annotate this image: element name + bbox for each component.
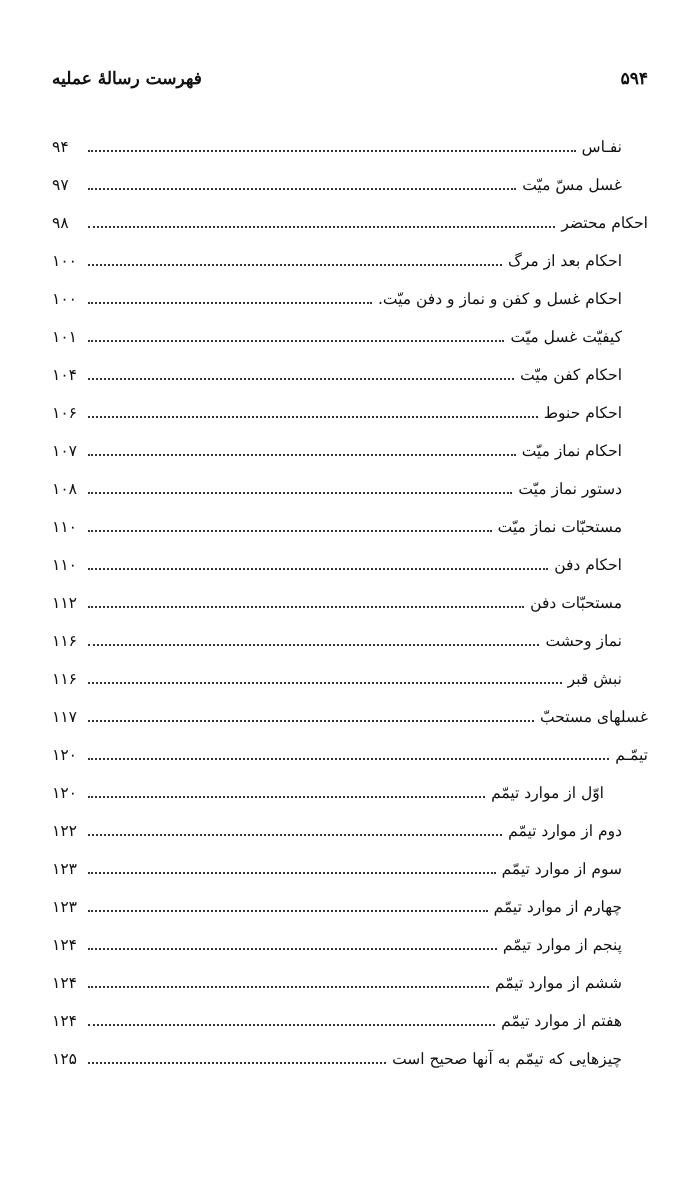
header-title: فهرست رسالهٔ عملیه	[52, 69, 202, 89]
toc-entry-page: ۱۱۶	[52, 632, 77, 650]
dot-leader	[88, 302, 372, 304]
toc-entry	[52, 166, 648, 204]
dot-leader	[88, 1024, 495, 1026]
page-number: ۵۹۴	[620, 69, 648, 89]
toc-entry-label: احکام غسل و کفن و نماز و دفن میّت.	[377, 290, 622, 308]
toc-entry-page: ۱۲۰	[52, 784, 77, 802]
toc-entry	[52, 280, 648, 318]
toc-entry	[52, 888, 648, 926]
toc-entry-label: نفـاس	[581, 138, 622, 156]
toc-entry	[52, 1002, 648, 1040]
toc-entry-label: تیمّـم	[615, 746, 648, 764]
toc-entry-label: مستحبّات دفن	[530, 594, 622, 612]
toc-entry	[52, 128, 648, 166]
toc-entry	[52, 660, 648, 698]
toc-entry	[52, 356, 648, 394]
toc-entry	[52, 204, 648, 242]
dot-leader	[88, 948, 497, 950]
toc-entry-page: ۱۰۷	[52, 442, 77, 460]
toc-entry-label: دستور نماز میّت	[518, 480, 622, 498]
dot-leader	[88, 910, 488, 912]
dot-leader	[88, 150, 576, 152]
toc-entry-label: نبش قبر	[567, 670, 622, 688]
dot-leader	[88, 834, 502, 836]
dot-leader	[88, 796, 485, 798]
toc-entry	[52, 736, 648, 774]
toc-entry-label: احکام دفن	[554, 556, 622, 574]
toc-entry-label: ششم از موارد تیمّم	[495, 974, 622, 992]
toc-entry-page: ۱۱۰	[52, 518, 77, 536]
toc-entry	[52, 394, 648, 432]
toc-entry	[52, 432, 648, 470]
dot-leader	[88, 606, 524, 608]
toc-entry-page: ۱۰۸	[52, 480, 77, 498]
toc-entry-page: ۱۲۰	[52, 746, 77, 764]
toc-entry-label: غسل مسّ میّت	[522, 176, 622, 194]
dot-leader	[88, 188, 516, 190]
toc-entry-page: ۱۰۴	[52, 366, 77, 384]
toc-entry-page: ۹۷	[52, 176, 69, 194]
toc-entry	[52, 850, 648, 888]
dot-leader	[88, 568, 548, 570]
toc-entry-page: ۱۰۰	[52, 252, 77, 270]
toc-entry-label: مستحبّات نماز میّت	[497, 518, 622, 536]
toc-entry	[52, 584, 648, 622]
toc-entry-label: احکام کفن میّت	[520, 366, 622, 384]
dot-leader	[88, 872, 496, 874]
dot-leader	[88, 682, 562, 684]
dot-leader	[88, 454, 516, 456]
table-of-contents	[52, 128, 648, 1078]
toc-entry-page: ۱۲۳	[52, 860, 77, 878]
toc-entry-page: ۱۱۶	[52, 670, 77, 688]
toc-entry-page: ۱۰۰	[52, 290, 77, 308]
dot-leader	[88, 530, 492, 532]
dot-leader	[88, 378, 514, 380]
running-header	[52, 64, 648, 94]
toc-entry-label: غسلهای مستحبّ	[539, 708, 648, 726]
toc-entry-label: هفتم از موارد تیمّم	[501, 1012, 622, 1030]
dot-leader	[88, 264, 502, 266]
toc-entry-page: ۹۴	[52, 138, 69, 156]
toc-entry-label: احکام نماز میّت	[521, 442, 622, 460]
toc-entry-page: ۱۱۷	[52, 708, 77, 726]
toc-entry-label: احکام بعد از مرگ	[508, 252, 622, 270]
toc-entry-page: ۱۱۰	[52, 556, 77, 574]
toc-entry-label: چهارم از موارد تیمّم	[493, 898, 622, 916]
toc-entry-page: ۱۱۲	[52, 594, 77, 612]
dot-leader	[88, 1062, 386, 1064]
toc-entry	[52, 774, 648, 812]
toc-entry-page: ۱۰۶	[52, 404, 77, 422]
toc-entry-label: چیزهایی که تیمّم به آنها صحیح است	[392, 1050, 622, 1068]
dot-leader	[88, 758, 609, 760]
toc-entry-page: ۱۲۵	[52, 1050, 77, 1068]
toc-entry	[52, 622, 648, 660]
toc-entry-page: ۱۲۳	[52, 898, 77, 916]
toc-entry	[52, 546, 648, 584]
dot-leader	[88, 492, 512, 494]
toc-entry-label: سوم از موارد تیمّم	[501, 860, 622, 878]
dot-leader	[88, 720, 534, 722]
toc-entry	[52, 470, 648, 508]
toc-entry-page: ۱۲۴	[52, 1012, 77, 1030]
toc-entry-label: نماز وحشت	[545, 632, 622, 650]
toc-entry-page: ۱۲۲	[52, 822, 77, 840]
toc-entry	[52, 318, 648, 356]
dot-leader	[88, 340, 504, 342]
toc-entry-page: ۹۸	[52, 214, 69, 232]
toc-entry-label: احکام محتضر	[561, 214, 648, 232]
toc-entry	[52, 964, 648, 1002]
toc-entry	[52, 926, 648, 964]
toc-entry-page: ۱۲۴	[52, 974, 77, 992]
toc-entry-label: کیفیّت غسل میّت	[510, 328, 622, 346]
dot-leader	[88, 644, 539, 646]
toc-entry	[52, 242, 648, 280]
toc-entry-page: ۱۲۴	[52, 936, 77, 954]
toc-entry-label: احکام حنوط	[543, 404, 622, 422]
toc-entry	[52, 698, 648, 736]
toc-entry-page: ۱۰۱	[52, 328, 77, 346]
toc-entry-label: اوّل از موارد تیمّم	[491, 784, 604, 802]
dot-leader	[88, 986, 489, 988]
toc-entry	[52, 508, 648, 546]
toc-entry-label: پنجم از موارد تیمّم	[502, 936, 622, 954]
dot-leader	[88, 416, 538, 418]
dot-leader	[88, 226, 555, 228]
toc-entry-label: دوم از موارد تیمّم	[508, 822, 622, 840]
toc-entry	[52, 812, 648, 850]
toc-entry	[52, 1040, 648, 1078]
